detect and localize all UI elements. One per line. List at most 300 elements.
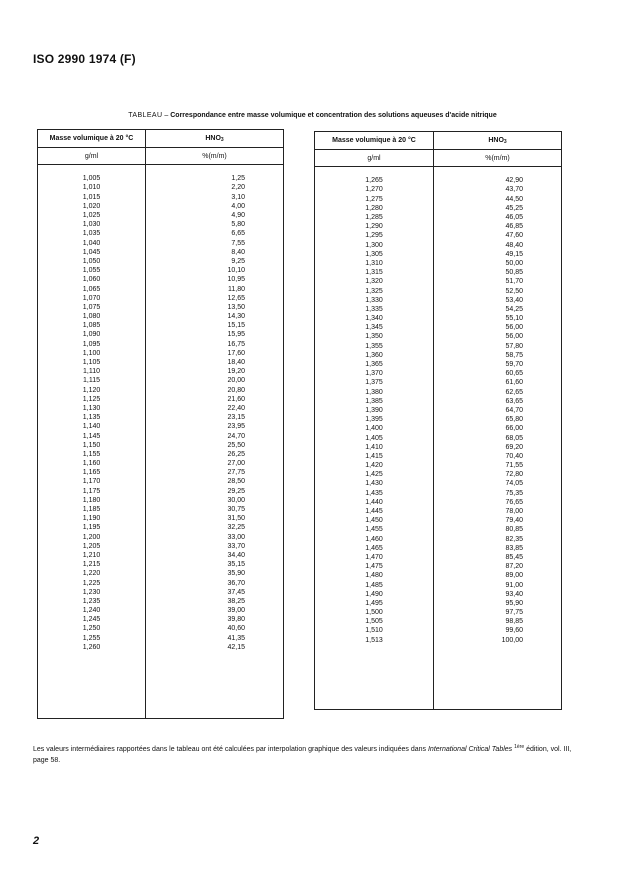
hno3-value: 56,00 — [434, 332, 562, 341]
hno3-value: 22,40 — [146, 404, 284, 413]
hno3-value: 38,25 — [146, 597, 284, 606]
hno3-value: 29,25 — [146, 487, 284, 496]
hno3-value: 21,60 — [146, 395, 284, 404]
hno3-value: 53,40 — [434, 296, 562, 305]
table-row — [315, 580, 562, 589]
right-density-header: Masse volumique à 20 °C — [315, 132, 434, 150]
right-hno3-unit: %(m/m) — [434, 150, 562, 167]
hno3-value: 45,25 — [434, 204, 562, 213]
hno3-value: 44,50 — [434, 195, 562, 204]
density-value: 1,440 — [365, 498, 383, 506]
hno3-value: 42,15 — [146, 643, 284, 652]
hno3-value: 56,00 — [434, 323, 562, 332]
hno3-value: 14,30 — [146, 312, 284, 321]
left-density-unit: g/ml — [38, 148, 146, 165]
table-row — [315, 433, 562, 442]
hno3-value: 12,65 — [146, 294, 284, 303]
hno3-value: 70,40 — [434, 452, 562, 461]
table-row — [315, 507, 562, 516]
hno3-value: 51,70 — [434, 277, 562, 286]
density-value: 1,390 — [365, 406, 383, 414]
hno3-value: 50,00 — [434, 259, 562, 268]
footnote — [33, 742, 573, 766]
density-value: 1,400 — [365, 425, 383, 433]
hno3-value: 4,00 — [146, 202, 284, 211]
density-value: 1,015 — [82, 193, 101, 201]
table-row — [315, 176, 562, 185]
table-row — [38, 588, 284, 597]
right-spacer-cell — [315, 167, 434, 177]
table-row — [315, 296, 562, 305]
density-value: 1,415 — [365, 452, 383, 460]
density-value: 1,140 — [82, 423, 101, 431]
table-row — [315, 525, 562, 534]
table-row — [38, 395, 284, 404]
table-row — [315, 608, 562, 617]
density-value: 1,345 — [365, 324, 383, 332]
right-table-body — [315, 132, 562, 710]
hno3-value: 54,25 — [434, 305, 562, 314]
hno3-value: 58,75 — [434, 351, 562, 360]
density-value: 1,510 — [365, 627, 383, 635]
density-value: 1,425 — [365, 471, 383, 479]
hno3-value: 66,00 — [434, 424, 562, 433]
density-value: 1,170 — [82, 478, 101, 486]
page-number: 2 — [33, 835, 40, 847]
density-value: 1,280 — [365, 204, 383, 212]
hno3-value: 63,65 — [434, 397, 562, 406]
table-row — [38, 312, 284, 321]
footnote-edition-sup: 1ère — [514, 744, 525, 750]
hno3-value: 20,00 — [146, 376, 284, 385]
table-row — [315, 590, 562, 599]
hno3-value: 98,85 — [434, 617, 562, 626]
table-row — [315, 461, 562, 470]
hno3-value: 20,80 — [146, 386, 284, 395]
hno3-value: 13,50 — [146, 303, 284, 312]
left-hno3-prefix: HNO — [205, 134, 221, 142]
table-row — [38, 321, 284, 330]
density-value: 1,245 — [82, 616, 101, 624]
table-row — [315, 571, 562, 580]
table-row — [38, 533, 284, 542]
table-row — [38, 643, 284, 652]
hno3-value: 99,60 — [434, 626, 562, 635]
right-spacer-cell — [434, 167, 562, 177]
table-row — [38, 386, 284, 395]
hno3-value: 47,60 — [434, 231, 562, 240]
table-row — [38, 487, 284, 496]
table-row — [315, 535, 562, 544]
hno3-value: 50,85 — [434, 268, 562, 277]
density-value: 1,005 — [82, 175, 101, 183]
table-row — [315, 222, 562, 231]
table-row — [315, 626, 562, 635]
density-value: 1,290 — [365, 223, 383, 231]
document-id: ISO 2990 1974 (F) — [33, 52, 136, 66]
hno3-value: 37,45 — [146, 588, 284, 597]
table-row — [38, 624, 284, 633]
hno3-value: 2,20 — [146, 183, 284, 192]
density-value: 1,320 — [365, 278, 383, 286]
hno3-value: 16,75 — [146, 340, 284, 349]
left-hno3-header — [146, 130, 284, 148]
hno3-value: 10,95 — [146, 275, 284, 284]
density-value: 1,375 — [365, 379, 383, 387]
hno3-value: 59,70 — [434, 360, 562, 369]
density-value: 1,335 — [365, 305, 383, 313]
hno3-value: 39,80 — [146, 615, 284, 624]
table-row — [315, 516, 562, 525]
left-hno3-unit: %(m/m) — [146, 148, 284, 165]
table-row — [38, 275, 284, 284]
density-value: 1,120 — [82, 386, 101, 394]
density-value: 1,175 — [82, 487, 101, 495]
hno3-value: 7,55 — [146, 239, 284, 248]
hno3-value: 27,00 — [146, 459, 284, 468]
hno3-value: 39,00 — [146, 606, 284, 615]
table-row — [315, 268, 562, 277]
hno3-value: 76,65 — [434, 498, 562, 507]
density-value: 1,135 — [82, 414, 101, 422]
table-row — [315, 286, 562, 295]
table-row — [38, 376, 284, 385]
hno3-value: 60,65 — [434, 369, 562, 378]
hno3-value: 23,15 — [146, 413, 284, 422]
hno3-value: 11,80 — [146, 284, 284, 293]
density-value: 1,220 — [82, 570, 101, 578]
table-row — [38, 431, 284, 440]
density-value: 1,150 — [82, 441, 101, 449]
density-value: 1,165 — [82, 469, 101, 477]
density-value: 1,460 — [365, 535, 383, 543]
table-row — [315, 231, 562, 240]
density-value: 1,285 — [365, 214, 383, 222]
density-value: 1,385 — [365, 397, 383, 405]
hno3-value: 15,15 — [146, 321, 284, 330]
density-value: 1,445 — [365, 508, 383, 516]
table-row — [315, 452, 562, 461]
table-row — [38, 193, 284, 202]
table-row — [38, 468, 284, 477]
hno3-value: 79,40 — [434, 516, 562, 525]
hno3-value: 46,85 — [434, 222, 562, 231]
right-table — [314, 131, 562, 710]
table-row — [315, 314, 562, 323]
hno3-value: 24,70 — [146, 431, 284, 440]
table-row — [38, 634, 284, 643]
hno3-value: 25,50 — [146, 441, 284, 450]
density-value: 1,185 — [82, 506, 101, 514]
hno3-value: 31,50 — [146, 514, 284, 523]
table-row — [315, 479, 562, 488]
hno3-value: 33,70 — [146, 542, 284, 551]
density-value: 1,500 — [365, 609, 383, 617]
density-value: 1,250 — [82, 625, 101, 633]
density-value: 1,505 — [365, 618, 383, 626]
hno3-value: 78,00 — [434, 507, 562, 516]
hno3-value: 55,10 — [434, 314, 562, 323]
density-value: 1,430 — [365, 480, 383, 488]
density-value: 1,470 — [365, 553, 383, 561]
hno3-value: 64,70 — [434, 406, 562, 415]
hno3-value: 48,40 — [434, 241, 562, 250]
table-row — [38, 294, 284, 303]
hno3-value: 30,00 — [146, 496, 284, 505]
table-row — [315, 250, 562, 259]
table-row — [315, 617, 562, 626]
hno3-value: 26,25 — [146, 450, 284, 459]
density-value: 1,065 — [82, 285, 101, 293]
density-value: 1,405 — [365, 434, 383, 442]
density-value: 1,040 — [82, 239, 101, 247]
left-spacer-top — [38, 165, 284, 175]
density-value: 1,090 — [82, 331, 101, 339]
hno3-value: 30,75 — [146, 505, 284, 514]
hno3-value: 19,20 — [146, 367, 284, 376]
density-value: 1,145 — [82, 432, 101, 440]
density-value: 1,310 — [365, 259, 383, 267]
table-row — [315, 498, 562, 507]
density-value: 1,095 — [82, 340, 101, 348]
hno3-value: 46,05 — [434, 213, 562, 222]
hno3-value: 68,05 — [434, 433, 562, 442]
density-value: 1,340 — [365, 315, 383, 323]
density-value: 1,195 — [82, 524, 101, 532]
hno3-value: 1,25 — [146, 174, 284, 183]
left-spacer-cell — [146, 165, 284, 175]
table-row — [315, 342, 562, 351]
density-value: 1,435 — [365, 489, 383, 497]
table-row — [315, 562, 562, 571]
table-row — [38, 450, 284, 459]
left-padding-row — [38, 652, 284, 719]
density-value: 1,305 — [365, 250, 383, 258]
density-value: 1,395 — [365, 416, 383, 424]
hno3-value: 15,95 — [146, 330, 284, 339]
table-row — [315, 489, 562, 498]
table-row — [38, 615, 284, 624]
hno3-value: 82,35 — [434, 535, 562, 544]
hno3-value: 62,65 — [434, 388, 562, 397]
table-row — [38, 202, 284, 211]
hno3-value: 65,80 — [434, 415, 562, 424]
table-row — [38, 340, 284, 349]
left-header-row — [38, 130, 284, 148]
table-row — [315, 305, 562, 314]
hno3-value: 93,40 — [434, 590, 562, 599]
table-row — [38, 367, 284, 376]
density-value: 1,270 — [365, 186, 383, 194]
footnote-text: Les valeurs intermédiaires rapportées dans le tableau ont été calculées par interpolation graphique des valeurs indiquées dans — [33, 746, 428, 753]
table-row — [315, 241, 562, 250]
hno3-value: 28,50 — [146, 477, 284, 486]
density-value: 1,315 — [365, 269, 383, 277]
footnote-tail: édition, vol. III, page 58. — [33, 746, 572, 764]
density-value: 1,035 — [82, 230, 101, 238]
hno3-value: 74,05 — [434, 479, 562, 488]
density-value: 1,075 — [82, 303, 101, 311]
right-padding-cell — [434, 645, 562, 710]
hno3-value: 41,35 — [146, 634, 284, 643]
table-row — [315, 378, 562, 387]
table-row — [315, 636, 562, 645]
table-row — [38, 578, 284, 587]
table-row — [38, 514, 284, 523]
density-value: 1,030 — [82, 221, 101, 229]
left-table-body — [38, 130, 284, 719]
hno3-value: 61,60 — [434, 378, 562, 387]
right-unit-row — [315, 150, 562, 167]
density-value: 1,025 — [82, 212, 101, 220]
density-value: 1,465 — [365, 544, 383, 552]
table-row — [38, 597, 284, 606]
table-row — [315, 369, 562, 378]
hno3-value: 85,45 — [434, 553, 562, 562]
density-value: 1,235 — [82, 597, 101, 605]
table-row — [38, 441, 284, 450]
left-density-header: Masse volumique à 20 °C — [38, 130, 146, 148]
density-value: 1,260 — [82, 643, 101, 651]
table-row — [38, 349, 284, 358]
table-row — [315, 388, 562, 397]
hno3-value: 35,15 — [146, 560, 284, 569]
right-hno3-sub: 3 — [503, 138, 507, 145]
hno3-value: 4,90 — [146, 211, 284, 220]
density-value: 1,360 — [365, 351, 383, 359]
density-value: 1,060 — [82, 276, 101, 284]
caption-title: Correspondance entre masse volumique et concentration des solutions aqueuses d'acide nitrique — [170, 112, 497, 119]
table-row — [315, 599, 562, 608]
left-spacer-cell — [38, 165, 146, 175]
density-value: 1,275 — [365, 195, 383, 203]
hno3-value: 57,80 — [434, 342, 562, 351]
hno3-value: 5,80 — [146, 220, 284, 229]
hno3-value: 83,85 — [434, 544, 562, 553]
density-value: 1,180 — [82, 496, 101, 504]
hno3-value: 42,90 — [434, 176, 562, 185]
table-row — [315, 360, 562, 369]
hno3-value: 32,25 — [146, 523, 284, 532]
hno3-value: 49,15 — [434, 250, 562, 259]
hno3-value: 18,40 — [146, 358, 284, 367]
density-value: 1,230 — [82, 588, 101, 596]
footnote-reference: International Critical Tables — [427, 746, 513, 753]
hno3-value: 34,40 — [146, 551, 284, 560]
table-row — [38, 459, 284, 468]
density-value: 1,490 — [365, 590, 383, 598]
density-value: 1,450 — [365, 517, 383, 525]
left-padding-cell — [146, 652, 284, 719]
table-row — [38, 542, 284, 551]
table-row — [38, 211, 284, 220]
table-row — [38, 569, 284, 578]
density-value: 1,055 — [82, 267, 101, 275]
table-row — [38, 183, 284, 192]
density-value: 1,485 — [365, 581, 383, 589]
density-value: 1,020 — [82, 202, 101, 210]
density-value: 1,225 — [82, 579, 101, 587]
left-table — [37, 129, 284, 719]
density-value: 1,325 — [365, 287, 383, 295]
density-value: 1,125 — [82, 395, 101, 403]
table-row — [38, 523, 284, 532]
density-value: 1,130 — [82, 404, 101, 412]
table-row — [315, 443, 562, 452]
hno3-value: 9,25 — [146, 257, 284, 266]
density-value: 1,513 — [365, 636, 383, 644]
density-value: 1,080 — [82, 313, 101, 321]
hno3-value: 3,10 — [146, 193, 284, 202]
table-row — [38, 229, 284, 238]
table-row — [38, 477, 284, 486]
table-row — [315, 204, 562, 213]
density-value: 1,215 — [82, 561, 101, 569]
hno3-value: 35,90 — [146, 569, 284, 578]
table-row — [315, 323, 562, 332]
table-row — [38, 422, 284, 431]
table-row — [38, 358, 284, 367]
hno3-value: 72,80 — [434, 470, 562, 479]
left-hno3-sub: 3 — [220, 136, 224, 143]
density-value: 1,475 — [365, 563, 383, 571]
hno3-value: 75,35 — [434, 489, 562, 498]
density-value: 1,330 — [365, 296, 383, 304]
table-row — [38, 239, 284, 248]
density-value: 1,045 — [82, 248, 101, 256]
hno3-value: 43,70 — [434, 185, 562, 194]
table-row — [38, 560, 284, 569]
density-value: 1,355 — [365, 342, 383, 350]
hno3-value: 100,00 — [434, 636, 562, 645]
density-value: 1,370 — [365, 370, 383, 378]
table-row — [38, 257, 284, 266]
density-value: 1,105 — [82, 359, 101, 367]
hno3-value: 27,75 — [146, 468, 284, 477]
hno3-value: 80,85 — [434, 525, 562, 534]
table-row — [38, 220, 284, 229]
table-row — [315, 406, 562, 415]
density-value: 1,190 — [82, 515, 101, 523]
density-value: 1,300 — [365, 241, 383, 249]
hno3-value: 40,60 — [146, 624, 284, 633]
density-value: 1,070 — [82, 294, 101, 302]
table-row — [38, 496, 284, 505]
hno3-value: 8,40 — [146, 248, 284, 257]
density-value: 1,455 — [365, 526, 383, 534]
right-hno3-header — [434, 132, 562, 150]
right-header-row — [315, 132, 562, 150]
table-row — [315, 424, 562, 433]
density-value: 1,110 — [83, 368, 100, 376]
hno3-value: 36,70 — [146, 578, 284, 587]
right-padding-row — [315, 645, 562, 710]
table-row — [38, 248, 284, 257]
table-row — [315, 332, 562, 341]
density-value: 1,205 — [82, 542, 101, 550]
hno3-value: 23,95 — [146, 422, 284, 431]
table-row — [315, 397, 562, 406]
density-value: 1,420 — [365, 462, 383, 470]
table-row — [315, 544, 562, 553]
hno3-value: 87,20 — [434, 562, 562, 571]
right-hno3-prefix: HNO — [488, 136, 504, 144]
density-value: 1,050 — [82, 257, 101, 265]
density-value: 1,085 — [82, 322, 101, 330]
table-caption — [0, 112, 625, 119]
hno3-value: 52,50 — [434, 286, 562, 295]
caption-dash: – — [162, 112, 171, 119]
